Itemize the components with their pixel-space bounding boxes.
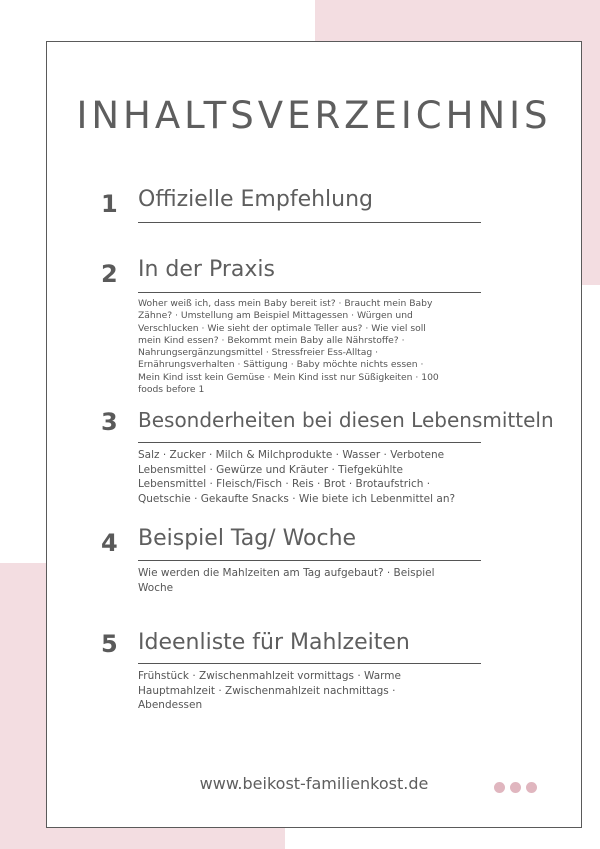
section-heading: In der Praxis: [138, 257, 275, 282]
section-description: Salz · Zucker · Milch & Milchprodukte · Wasser · Verbotene Lebensmittel · Gewürze und Kräuter · Tiefgekühlte Lebensmittel · Fleisch/Fisch · Reis · Brot · Brotaufstrich · Quetschie · Gekaufte Snacks · Wie biete ich Lebenmittel an?: [138, 449, 456, 505]
section-heading: Offizielle Empfehlung: [138, 187, 374, 212]
website-url: www.beikost-familienkost.de: [199, 774, 429, 793]
content-frame: [46, 41, 582, 828]
section-description: Wie werden die Mahlzeiten am Tag aufgebaut? · Beispiel Woche: [138, 567, 435, 594]
section-description: Woher weiß ich, dass mein Baby bereit ist? · Braucht mein Baby Zähne? · Umstellung am Beispiel Mittagessen · Würgen und Verschlucken · Wie sieht der optimale Teller aus? · Wie viel soll mein Kind essen? · Bekommt mein Baby alle Nährstoffe? · Nahrungsergänzungsmittel · Stressfreier Ess-Alltag · Ernährungsverhalten · Sättigung · Baby möchte nichts essen · Mein Kind isst kein Gemüse · Mein Kind isst nur Süßigkeiten · 100 foods before 1: [138, 298, 439, 396]
section-number: 5: [101, 630, 118, 658]
section-description: Frühstück · Zwischenmahlzeit vormittags · Warme Hauptmahlzeit · Zwischenmahlzeit nachmittags · Abendessen: [138, 670, 401, 711]
decorative-dots: [494, 778, 542, 797]
section-divider: [138, 292, 481, 293]
section-divider: [138, 560, 481, 561]
section-divider: [138, 222, 481, 223]
section-number: 4: [101, 529, 118, 557]
section-number: 1: [101, 190, 118, 218]
dot-icon: [526, 782, 537, 793]
section-number: 3: [101, 408, 118, 436]
section-divider: [138, 442, 481, 443]
page-title: INHALTSVERZEICHNIS: [76, 94, 552, 137]
section-heading: Beispiel Tag/ Woche: [138, 526, 357, 551]
dot-icon: [510, 782, 521, 793]
section-heading: Besonderheiten bei diesen Lebensmitteln: [138, 408, 554, 432]
section-number: 2: [101, 260, 118, 288]
section-heading: Ideenliste für Mahlzeiten: [138, 630, 410, 655]
section-divider: [138, 663, 481, 664]
dot-icon: [494, 782, 505, 793]
